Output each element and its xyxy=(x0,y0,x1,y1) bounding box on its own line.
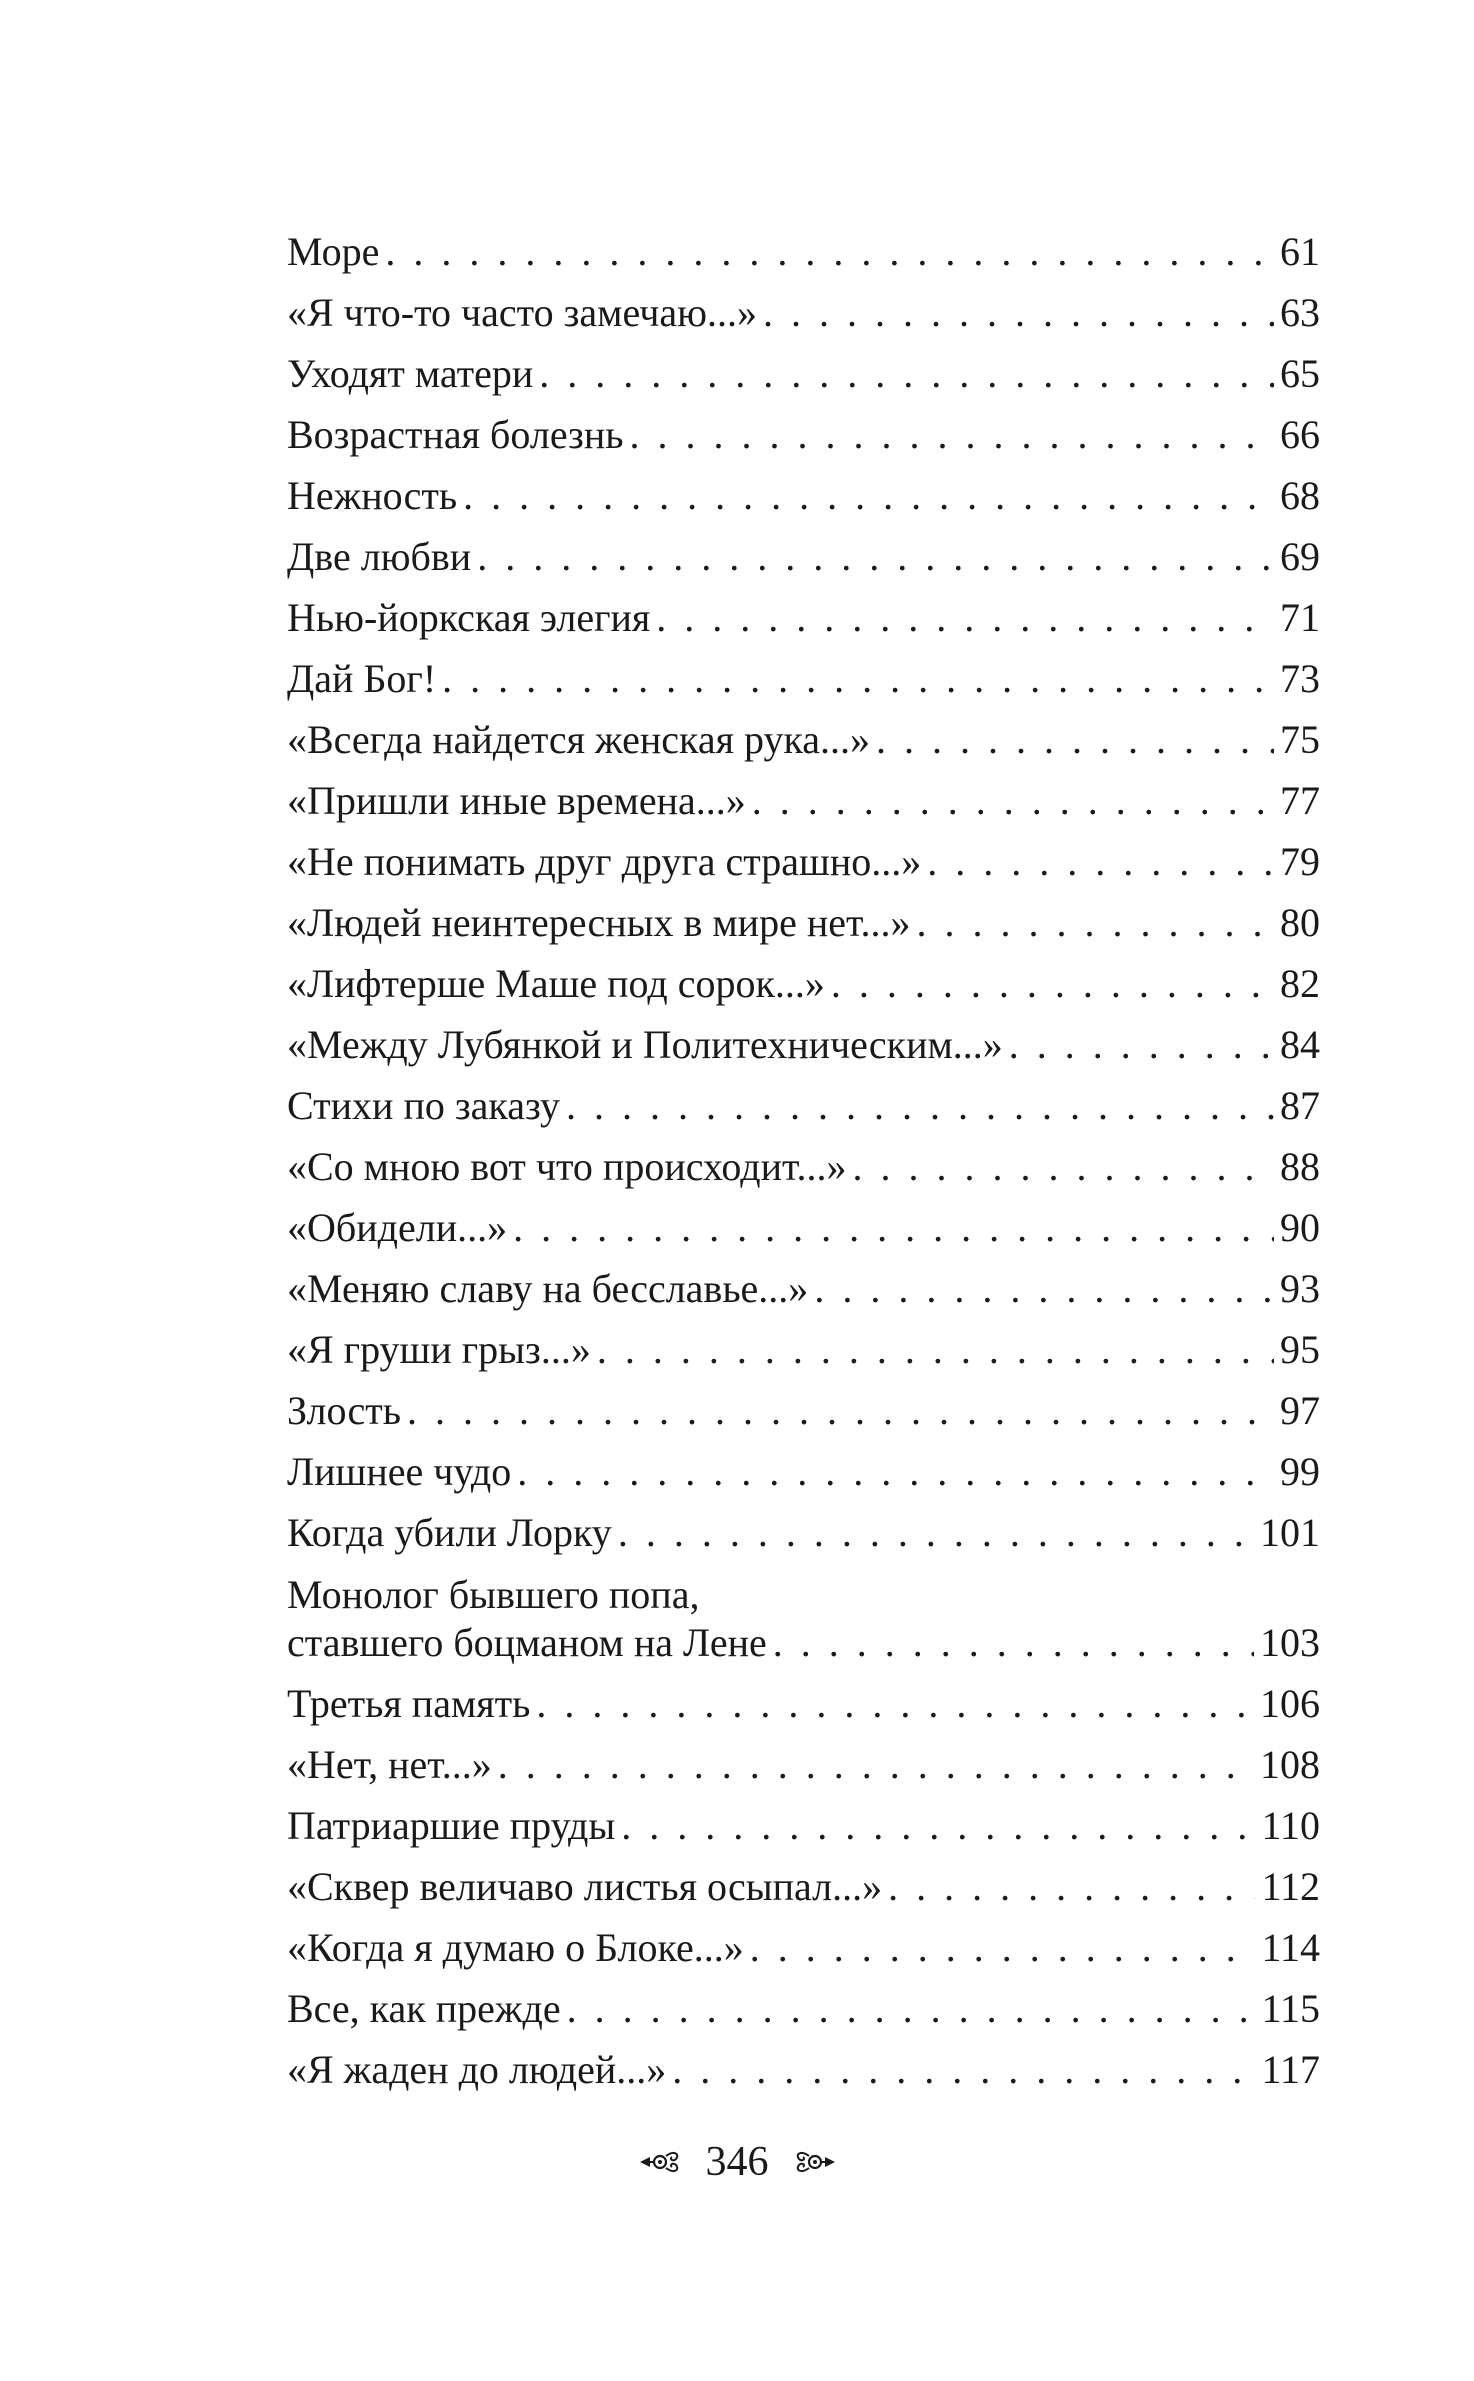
toc-entry-title xyxy=(287,716,870,764)
toc-entry-title-text: Когда убили Лорку xyxy=(287,1510,612,1555)
toc-entry-page: 103 xyxy=(1260,1620,1320,1665)
fleuron-left-icon xyxy=(638,2148,684,2176)
toc-entry xyxy=(287,1008,1320,1069)
toc-entry-title-text: Нью-йоркская элегия xyxy=(287,595,651,640)
toc-entry-page: 90 xyxy=(1280,1205,1320,1250)
toc-entry-title-text: «Пришли иные времена...» xyxy=(287,778,746,823)
toc-entry-title xyxy=(287,1204,507,1252)
toc-entry xyxy=(287,520,1320,581)
toc-entry-title xyxy=(287,1326,591,1374)
toc-entry-page: 97 xyxy=(1280,1388,1320,1433)
table-of-contents xyxy=(287,215,1320,2094)
toc-entry xyxy=(287,825,1320,886)
toc-entry-title xyxy=(287,1448,511,1496)
toc-entry-title-text: «Я что-то часто замечаю...» xyxy=(287,290,757,335)
dot-leader xyxy=(536,1680,1254,1728)
dot-leader xyxy=(927,838,1274,886)
toc-entry-title xyxy=(287,2046,666,2094)
dot-leader xyxy=(814,1265,1274,1313)
dot-leader xyxy=(618,1509,1254,1557)
dot-leader xyxy=(597,1326,1274,1374)
dot-leader xyxy=(763,289,1274,337)
toc-entry-title-text: «Со мною вот что происходит...» xyxy=(287,1144,847,1189)
toc-entry xyxy=(287,1667,1320,1728)
fleuron-right-icon xyxy=(791,2148,837,2176)
toc-entry xyxy=(287,1496,1320,1557)
toc-entry-title-text: Две любви xyxy=(287,534,472,579)
toc-entry-page: 114 xyxy=(1261,1925,1320,1970)
toc-entry-title xyxy=(287,350,533,398)
toc-entry-title-text: «Не понимать друг друга страшно...» xyxy=(287,839,922,884)
toc-entry-title xyxy=(287,1680,530,1728)
toc-entry-title xyxy=(287,1985,561,2033)
toc-entry-page: 69 xyxy=(1280,534,1320,579)
toc-entry xyxy=(287,581,1320,642)
toc-entry xyxy=(287,703,1320,764)
toc-entry-page: 110 xyxy=(1261,1803,1320,1848)
toc-entry-page: 95 xyxy=(1280,1327,1320,1372)
toc-entry xyxy=(287,215,1320,276)
toc-entry-page: 65 xyxy=(1280,351,1320,396)
toc-entry xyxy=(287,1191,1320,1252)
toc-entry-title-text: «Когда я думаю о Блоке...» xyxy=(287,1925,744,1970)
dot-leader xyxy=(916,899,1274,947)
toc-entry-title xyxy=(287,655,436,703)
toc-entry-title-text: Злость xyxy=(287,1388,401,1433)
toc-entry-title xyxy=(287,228,379,276)
toc-entry-page: 75 xyxy=(1280,717,1320,762)
dot-leader xyxy=(407,1387,1274,1435)
toc-entry xyxy=(287,1435,1320,1496)
toc-entry-title xyxy=(287,899,910,947)
toc-entry-page: 80 xyxy=(1280,900,1320,945)
dot-leader xyxy=(656,594,1274,642)
toc-entry-title-text: Лишнее чудо xyxy=(287,1449,512,1494)
toc-entry xyxy=(287,2033,1320,2094)
dot-leader xyxy=(630,411,1274,459)
dot-leader xyxy=(621,1802,1255,1850)
toc-entry-title-text: Море xyxy=(287,229,380,274)
toc-entry-title-text: Патриаршие пруды xyxy=(287,1803,616,1848)
toc-entry-title-text: «Всегда найдется женская рука...» xyxy=(287,717,871,762)
toc-entry-title xyxy=(287,289,757,337)
toc-entry-title-text: «Между Лубянкой и Политехническим...» xyxy=(287,1022,1003,1067)
toc-entry-page: 106 xyxy=(1260,1681,1320,1726)
toc-entry-page: 88 xyxy=(1280,1144,1320,1189)
toc-entry xyxy=(287,1130,1320,1191)
toc-entry xyxy=(287,947,1320,1008)
toc-entry xyxy=(287,1252,1320,1313)
toc-entry-page: 77 xyxy=(1280,778,1320,823)
toc-entry-title xyxy=(287,411,624,459)
toc-entry-title-text: «Меняю славу на бесславье...» xyxy=(287,1266,809,1311)
toc-entry-title-text: Третья память xyxy=(287,1681,531,1726)
toc-entry-page: 93 xyxy=(1280,1266,1320,1311)
toc-entry-page: 115 xyxy=(1261,1986,1320,2031)
toc-entry-page: 79 xyxy=(1280,839,1320,884)
toc-entry-page: 108 xyxy=(1260,1742,1320,1787)
toc-entry xyxy=(287,1911,1320,1972)
toc-entry-title xyxy=(287,594,650,642)
toc-entry xyxy=(287,1557,1320,1667)
dot-leader xyxy=(888,1863,1255,1911)
toc-entry-title xyxy=(287,1021,1003,1069)
toc-entry xyxy=(287,886,1320,947)
toc-entry-title xyxy=(287,472,457,520)
toc-entry-page: 68 xyxy=(1280,473,1320,518)
toc-entry-title xyxy=(287,777,746,825)
toc-entry-title-text: Стихи по заказу xyxy=(287,1083,560,1128)
dot-leader xyxy=(539,350,1274,398)
toc-entry-title-text: «Я жаден до людей...» xyxy=(287,2047,667,2092)
page-footer xyxy=(0,2138,1474,2186)
toc-entry-title xyxy=(287,960,825,1008)
dot-leader xyxy=(853,1143,1274,1191)
toc-entry-title xyxy=(287,1265,808,1313)
toc-entry-page: 73 xyxy=(1280,656,1320,701)
toc-entry-title xyxy=(287,1082,560,1130)
dot-leader xyxy=(498,1741,1254,1789)
toc-entry-title-text: Уходят матери xyxy=(287,351,534,396)
toc-entry-title-line1: Монолог бывшего попа, xyxy=(287,1572,700,1617)
toc-entry-page: 82 xyxy=(1280,961,1320,1006)
toc-entry-title-text: Нежность xyxy=(287,473,458,518)
toc-entry-page: 87 xyxy=(1280,1083,1320,1128)
toc-entry-page: 61 xyxy=(1280,229,1320,274)
dot-leader xyxy=(750,1924,1256,1972)
toc-entry xyxy=(287,1313,1320,1374)
dot-leader xyxy=(477,533,1274,581)
toc-entry xyxy=(287,1374,1320,1435)
toc-entry xyxy=(287,1850,1320,1911)
dot-leader xyxy=(876,716,1274,764)
toc-entry-page: 99 xyxy=(1280,1449,1320,1494)
toc-entry-title xyxy=(287,1571,767,1667)
toc-entry-title-text: «Людей неинтересных в мире нет...» xyxy=(287,900,911,945)
dot-leader xyxy=(567,1985,1256,2033)
dot-leader xyxy=(442,655,1274,703)
dot-leader xyxy=(517,1448,1274,1496)
dot-leader xyxy=(1009,1021,1274,1069)
toc-entry-page: 112 xyxy=(1261,1864,1320,1909)
toc-entry-page: 63 xyxy=(1280,290,1320,335)
toc-entry-title-text: «Я груши грыз...» xyxy=(287,1327,591,1372)
dot-leader xyxy=(463,472,1274,520)
toc-entry-title-text: «Обидели...» xyxy=(287,1205,508,1250)
dot-leader xyxy=(385,228,1274,276)
toc-entry-title xyxy=(287,1509,612,1557)
toc-entry-title-text: Все, как прежде xyxy=(287,1986,561,2031)
toc-entry-page: 84 xyxy=(1280,1022,1320,1067)
toc-entry-title xyxy=(287,533,471,581)
toc-entry-title xyxy=(287,1387,401,1435)
toc-entry xyxy=(287,398,1320,459)
toc-entry xyxy=(287,276,1320,337)
dot-leader xyxy=(752,777,1274,825)
dot-leader xyxy=(831,960,1274,1008)
toc-entry-page: 66 xyxy=(1280,412,1320,457)
toc-entry xyxy=(287,642,1320,703)
toc-entry-title-text: «Лифтерше Маше под сорок...» xyxy=(287,961,825,1006)
toc-entry-title xyxy=(287,1143,847,1191)
toc-entry-page: 71 xyxy=(1280,595,1320,640)
dot-leader xyxy=(672,2046,1255,2094)
dot-leader xyxy=(513,1204,1274,1252)
toc-entry-title-text: ставшего боцманом на Лене xyxy=(287,1620,767,1665)
toc-entry-title xyxy=(287,1863,882,1911)
toc-entry-title-text: Возрастная болезнь xyxy=(287,412,624,457)
toc-entry-title xyxy=(287,1741,492,1789)
toc-entry-title-text: «Сквер величаво листья осыпал...» xyxy=(287,1864,883,1909)
toc-entry-title xyxy=(287,1924,744,1972)
toc-entry-title xyxy=(287,838,921,886)
toc-entry-title-text: Дай Бог! xyxy=(287,656,437,701)
dot-leader xyxy=(773,1619,1254,1667)
toc-entry xyxy=(287,1972,1320,2033)
toc-entry xyxy=(287,1069,1320,1130)
toc-entry xyxy=(287,764,1320,825)
toc-entry-title xyxy=(287,1802,615,1850)
toc-entry xyxy=(287,337,1320,398)
dot-leader xyxy=(566,1082,1274,1130)
toc-entry-page: 101 xyxy=(1260,1510,1320,1555)
toc-entry xyxy=(287,1728,1320,1789)
toc-entry-page: 117 xyxy=(1261,2047,1320,2092)
page-number: 346 xyxy=(705,2139,769,2185)
toc-entry xyxy=(287,459,1320,520)
toc-entry-title-text: «Нет, нет...» xyxy=(287,1742,492,1787)
toc-entry xyxy=(287,1789,1320,1850)
